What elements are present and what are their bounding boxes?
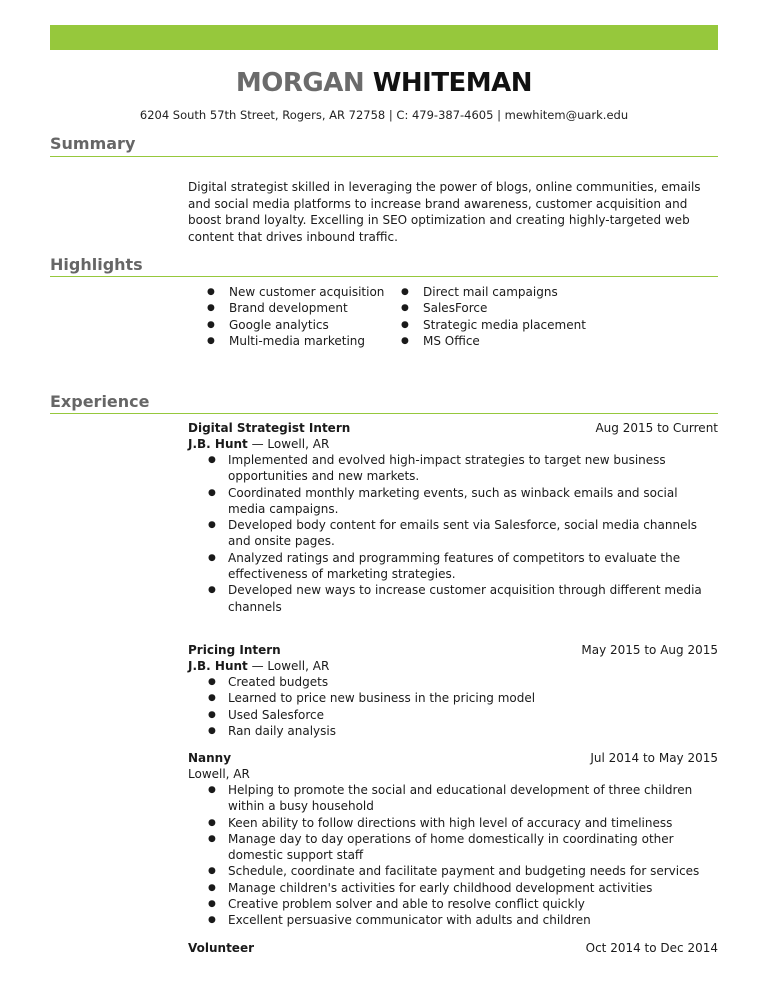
job-company-line: J.B. Hunt — Lowell, AR xyxy=(188,659,330,673)
highlight-item: ● Google analytics xyxy=(207,317,384,333)
duty-item: ● Excellent persuasive communicator with adults and children xyxy=(188,912,718,928)
job-entry xyxy=(188,420,718,615)
duty-item: ● Implemented and evolved high-impact strategies to target new business opportunities and new markets. xyxy=(188,452,718,485)
highlights-column-2 xyxy=(401,284,586,350)
duty-item: ● Used Salesforce xyxy=(188,707,718,723)
job-duties xyxy=(188,674,718,739)
job-title: Digital Strategist Intern xyxy=(188,421,351,435)
highlight-item: ● Strategic media placement xyxy=(401,317,586,333)
duty-item: ● Creative problem solver and able to resolve conflict quickly xyxy=(188,896,718,912)
first-name: MORGAN xyxy=(235,68,365,98)
duty-item: ● Created budgets xyxy=(188,674,718,690)
job-location: Lowell, AR xyxy=(267,437,330,451)
duty-item: ● Learned to price new business in the pricing model xyxy=(188,690,718,706)
candidate-name xyxy=(0,68,768,98)
duty-item: ● Keen ability to follow directions with high level of accuracy and timeliness xyxy=(188,815,718,831)
job-title: Pricing Intern xyxy=(188,643,281,657)
duty-item: ● Manage children's activities for early childhood development activities xyxy=(188,880,718,896)
job-dates: Aug 2015 to Current xyxy=(595,421,718,435)
header-accent-bar xyxy=(50,25,718,50)
job-location: Lowell, AR xyxy=(267,659,330,673)
duty-item: ● Developed new ways to increase customer acquisition through different media channels xyxy=(188,582,718,615)
job-title: Volunteer xyxy=(188,941,255,955)
highlight-item: ● New customer acquisition xyxy=(207,284,384,300)
highlights-column-1 xyxy=(207,284,384,350)
duty-item: ● Developed body content for emails sent via Salesforce, social media channels and onsite pages. xyxy=(188,517,718,550)
duty-item: ● Coordinated monthly marketing events, such as winback emails and social media campaigns. xyxy=(188,485,718,518)
job-dates: Oct 2014 to Dec 2014 xyxy=(585,941,718,955)
job-dates: May 2015 to Aug 2015 xyxy=(581,643,718,657)
highlight-item: ● Brand development xyxy=(207,300,384,316)
job-entry xyxy=(188,750,718,929)
last-name: WHITEMAN xyxy=(372,68,533,98)
job-duties xyxy=(188,782,718,929)
job-entry xyxy=(188,642,718,739)
highlight-item: ● SalesForce xyxy=(401,300,586,316)
duty-item: ● Ran daily analysis xyxy=(188,723,718,739)
job-title: Nanny xyxy=(188,751,232,765)
job-dates: Jul 2014 to May 2015 xyxy=(590,751,718,765)
contact-line: 6204 South 57th Street, Rogers, AR 72758 | C: 479-387-4605 | mewhitem@uark.edu xyxy=(139,108,629,122)
duty-item: ● Analyzed ratings and programming features of competitors to evaluate the effectiveness of marketing strategies. xyxy=(188,550,718,583)
highlights-divider xyxy=(50,276,718,277)
job-entry xyxy=(188,940,718,956)
highlights-heading: Highlights xyxy=(50,255,143,274)
highlight-item: ● MS Office xyxy=(401,333,586,349)
job-location: Lowell, AR xyxy=(188,767,250,781)
experience-divider xyxy=(50,413,718,414)
job-duties xyxy=(188,452,718,615)
highlight-item: ● Multi-media marketing xyxy=(207,333,384,349)
job-company: J.B. Hunt xyxy=(188,659,248,673)
highlight-item: ● Direct mail campaigns xyxy=(401,284,586,300)
summary-heading: Summary xyxy=(50,134,136,153)
job-company: J.B. Hunt xyxy=(188,437,248,451)
summary-divider xyxy=(50,156,718,157)
experience-heading: Experience xyxy=(50,392,150,411)
duty-item: ● Helping to promote the social and educational development of three children within a busy household xyxy=(188,782,718,815)
duty-item: ● Schedule, coordinate and facilitate payment and budgeting needs for services xyxy=(188,863,718,879)
duty-item: ● Manage day to day operations of home domestically in coordinating other domestic support staff xyxy=(188,831,718,864)
job-company-line: J.B. Hunt — Lowell, AR xyxy=(188,437,330,451)
summary-text: Digital strategist skilled in leveraging the power of blogs, online communities, emails and social media platforms to increase brand awareness, customer acquisition and boost brand loyalty. Excelling in SEO optimization and creating highly-targeted web content that drives inbound traffic. xyxy=(188,180,701,245)
